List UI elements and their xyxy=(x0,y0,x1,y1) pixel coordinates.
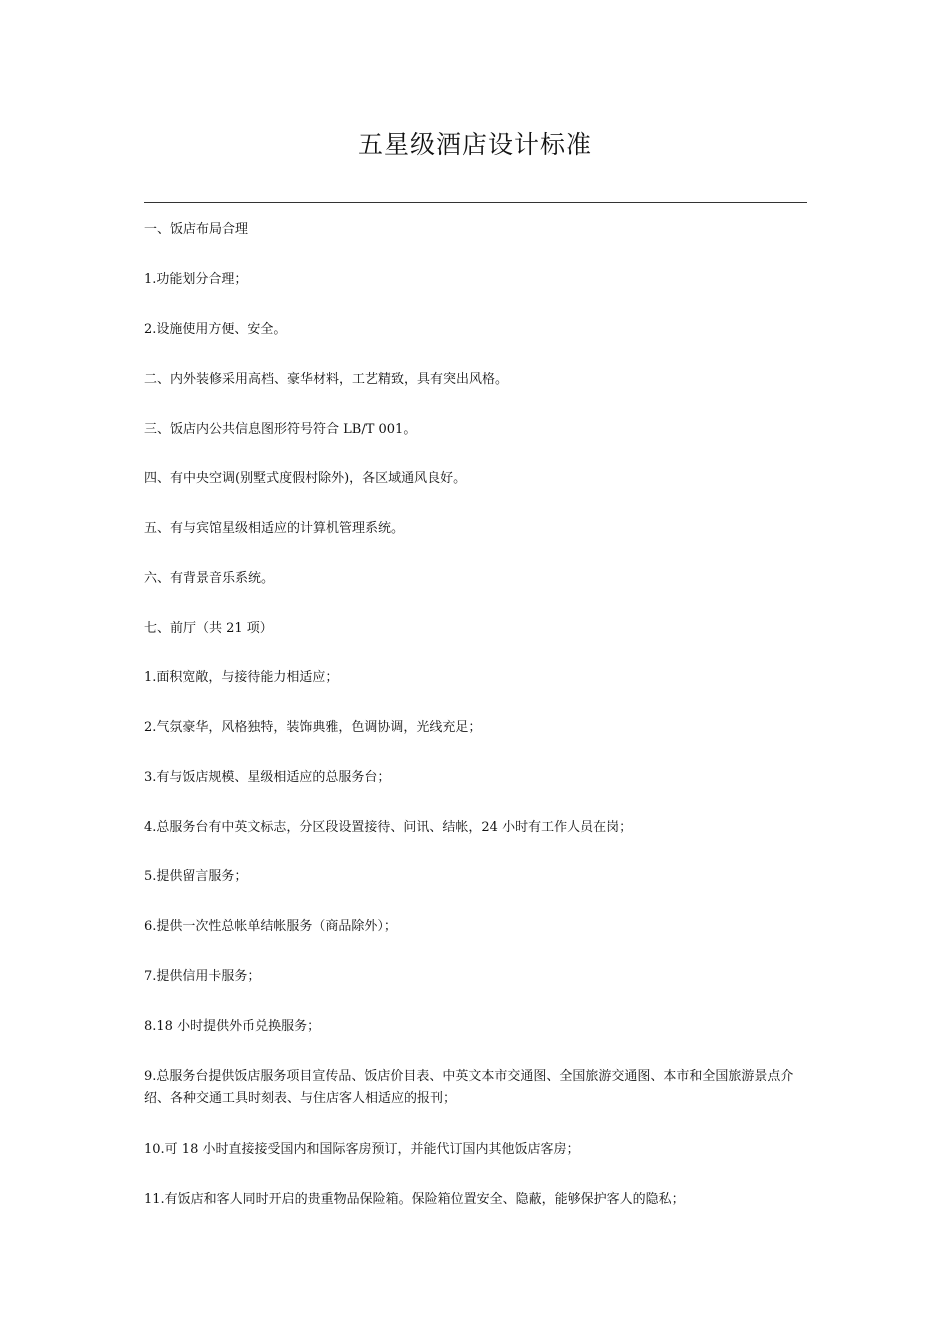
paragraph: 4.总服务台有中英文标志，分区段设置接待、问讯、结帐，24 小时有工作人员在岗； xyxy=(144,820,633,835)
paragraph: 1.面积宽敞，与接待能力相适应； xyxy=(144,670,339,685)
document-title: 五星级酒店设计标准 xyxy=(357,130,592,159)
paragraph: 二、内外装修采用高档、豪华材料，工艺精致，具有突出风格。 xyxy=(144,372,509,387)
paragraph: 1.功能划分合理； xyxy=(144,272,248,287)
title-divider xyxy=(144,202,807,203)
paragraph: 七、前厅（共 21 项） xyxy=(144,621,273,636)
paragraph: 三、饭店内公共信息图形符号符合 LB/T 001。 xyxy=(144,422,417,437)
paragraph: 一、饭店布局合理 xyxy=(144,222,249,237)
paragraph: 3.有与饭店规模、星级相适应的总服务台； xyxy=(144,770,391,785)
paragraph: 7.提供信用卡服务； xyxy=(144,969,261,984)
paragraph: 6.提供一次性总帐单结帐服务（商品除外）； xyxy=(144,919,397,934)
paragraph: 5.提供留言服务； xyxy=(144,869,248,884)
paragraph: 六、有背景音乐系统。 xyxy=(144,571,275,586)
paragraph: 11.有饭店和客人同时开启的贵重物品保险箱。保险箱位置安全、隐蔽，能够保护客人的隐私； xyxy=(144,1192,685,1207)
paragraph: 8.18 小时提供外币兑换服务； xyxy=(144,1019,321,1034)
paragraph: 五、有与宾馆星级相适应的计算机管理系统。 xyxy=(144,521,405,536)
paragraph: 2.设施使用方便、安全。 xyxy=(144,322,287,337)
paragraph: 2.气氛豪华，风格独特，装饰典雅，色调协调，光线充足； xyxy=(144,720,482,735)
paragraph: 四、有中央空调(别墅式度假村除外)，各区域通风良好。 xyxy=(144,471,467,486)
paragraph: 10.可 18 小时直接接受国内和国际客房预订，并能代订国内其他饭店客房； xyxy=(144,1142,580,1157)
paragraph: 9.总服务台提供饭店服务项目宣传品、饭店价目表、中英文本市交通图、全国旅游交通图、本市和全国旅游景点介绍、各种交通工具时刻表、与住店客人相适应的报刊； xyxy=(144,1069,794,1106)
